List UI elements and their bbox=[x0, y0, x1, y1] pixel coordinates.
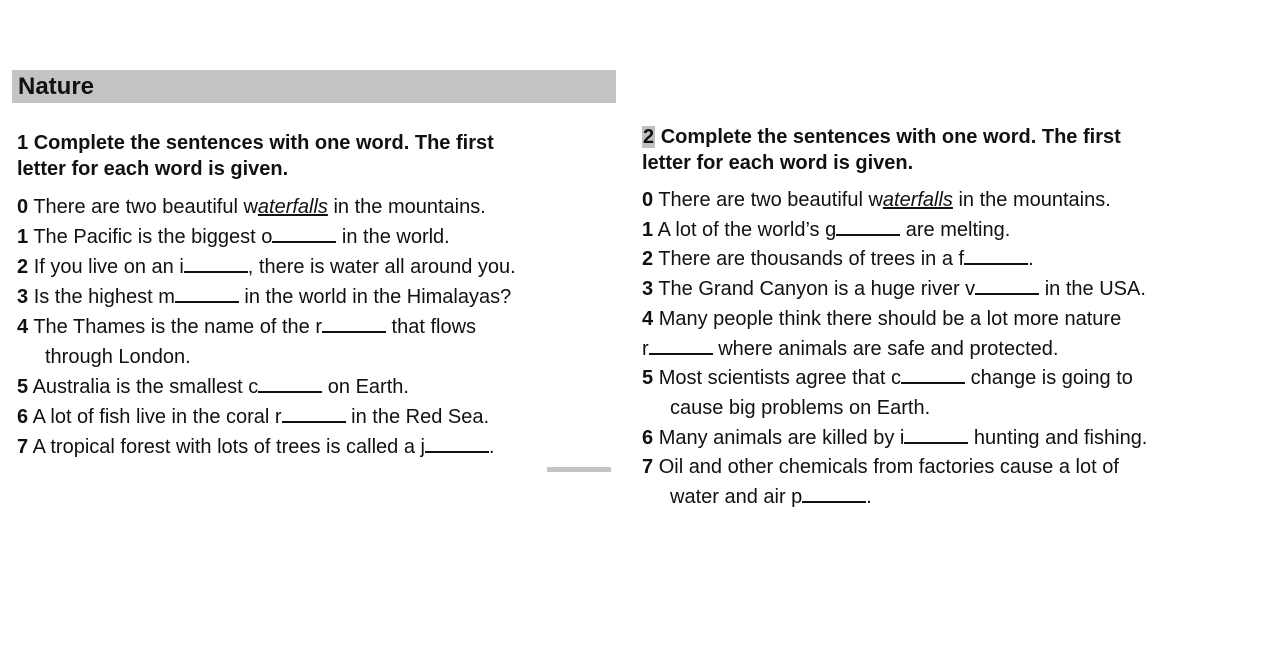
title-bar bbox=[12, 70, 616, 103]
item-number: 0 bbox=[642, 189, 654, 211]
exercise-1-heading bbox=[17, 130, 607, 182]
sentence-text: where animals are safe and protected. bbox=[712, 337, 1059, 360]
answer-blank[interactable] bbox=[184, 255, 248, 273]
sentence-text: There are thousands of trees in a f bbox=[658, 248, 965, 271]
item-number: 5 bbox=[17, 376, 29, 398]
sentence-text: . bbox=[488, 436, 495, 458]
exercise-number: 1 bbox=[17, 132, 29, 154]
sentence-text: Many animals are killed by i bbox=[658, 426, 905, 449]
item-number: 3 bbox=[642, 278, 654, 301]
sentence-item bbox=[17, 372, 607, 402]
sentence-text: . bbox=[866, 486, 872, 509]
sentence-continuation bbox=[642, 483, 1262, 513]
answer-blank[interactable] bbox=[282, 405, 346, 423]
exercise-1 bbox=[17, 130, 607, 462]
sentence-text: There are two beautiful w bbox=[33, 196, 258, 218]
sentence-continuation bbox=[17, 342, 607, 372]
answer-blank[interactable] bbox=[258, 375, 322, 393]
sentence-text: . bbox=[1028, 248, 1034, 271]
item-number: 6 bbox=[642, 426, 654, 449]
sentence-item bbox=[17, 222, 607, 252]
sentence-text: in the world in the Himalayas? bbox=[238, 286, 512, 308]
answer-blank[interactable] bbox=[975, 277, 1039, 295]
sentence-item bbox=[642, 305, 1262, 335]
answer-blank[interactable] bbox=[904, 426, 968, 444]
example-answer: aterfalls bbox=[882, 189, 953, 211]
answer-blank[interactable] bbox=[901, 366, 965, 384]
sentence-text: There are two beautiful w bbox=[658, 189, 883, 211]
sentence-text: Australia is the smallest c bbox=[32, 376, 259, 398]
item-number: 1 bbox=[17, 226, 29, 248]
answer-blank[interactable] bbox=[175, 285, 239, 303]
sentence-text: The Pacific is the biggest o bbox=[33, 226, 273, 248]
item-number: 4 bbox=[17, 316, 29, 338]
exercise-number: 2 bbox=[643, 126, 655, 148]
sentence-item bbox=[642, 364, 1262, 394]
answer-blank[interactable] bbox=[836, 218, 900, 236]
sentence-text: that flows bbox=[386, 316, 477, 338]
sentence-text: , there is water all around you. bbox=[247, 256, 516, 278]
sentence-text: The Thames is the name of the r bbox=[33, 316, 322, 338]
sentence-continuation bbox=[642, 394, 1262, 424]
item-number: 7 bbox=[642, 456, 654, 479]
sentence-text: If you live on an i bbox=[33, 256, 184, 278]
sentence-text: hunting and fishing. bbox=[968, 426, 1148, 449]
divider-mark bbox=[547, 467, 611, 472]
answer-blank[interactable] bbox=[649, 337, 713, 355]
sentence-text: A lot of the world’s g bbox=[657, 218, 837, 241]
item-number: 2 bbox=[642, 248, 654, 271]
sentence-text: water and air p bbox=[670, 486, 803, 509]
sentence-item bbox=[642, 275, 1262, 305]
sentence-text: cause big problems on Earth. bbox=[670, 396, 931, 419]
sentence-item bbox=[17, 312, 607, 342]
sentence-item bbox=[17, 192, 607, 222]
exercise-2 bbox=[642, 124, 1262, 513]
sentence-text: through London. bbox=[45, 346, 191, 368]
sentence-text: Oil and other chemicals from factories cause a lot of bbox=[658, 456, 1119, 479]
sentence-text: Most scientists agree that c bbox=[658, 367, 902, 390]
item-number: 5 bbox=[642, 367, 654, 390]
heading-line-2: letter for each word is given. bbox=[642, 152, 914, 174]
heading-line-2: letter for each word is given. bbox=[17, 158, 289, 180]
exercise-2-heading bbox=[642, 124, 1262, 176]
sentence-item bbox=[17, 402, 607, 432]
sentence-text: in the mountains. bbox=[952, 189, 1111, 211]
answer-blank[interactable] bbox=[272, 225, 336, 243]
sentence-text: Many people think there should be a lot more nature bbox=[658, 307, 1122, 330]
sentence-text: in the mountains. bbox=[327, 196, 486, 218]
sentence-text: A lot of fish live in the coral r bbox=[32, 406, 282, 428]
sentence-text: are melting. bbox=[900, 218, 1011, 241]
item-number: 6 bbox=[17, 406, 29, 428]
sentence-text: in the world. bbox=[336, 226, 450, 248]
item-number: 4 bbox=[642, 307, 654, 330]
answer-blank[interactable] bbox=[322, 315, 386, 333]
sentence-text: on Earth. bbox=[322, 376, 409, 398]
heading-line-1: Complete the sentences with one word. The first bbox=[660, 126, 1121, 148]
item-number: 2 bbox=[17, 256, 29, 278]
sentence-text: change is going to bbox=[965, 367, 1133, 390]
sentence-item bbox=[642, 186, 1262, 216]
sentence-item bbox=[17, 252, 607, 282]
sentence-item bbox=[642, 424, 1262, 454]
sentence-text: r bbox=[642, 337, 649, 360]
sentence-text: A tropical forest with lots of trees is called a j bbox=[32, 436, 425, 458]
sentence-item bbox=[642, 216, 1262, 246]
example-answer: aterfalls bbox=[257, 196, 328, 218]
heading-line-1: Complete the sentences with one word. The first bbox=[33, 132, 494, 154]
item-number: 0 bbox=[17, 196, 29, 218]
sentence-item bbox=[17, 282, 607, 312]
page-title: Nature bbox=[18, 73, 95, 100]
answer-blank[interactable] bbox=[425, 435, 489, 453]
sentence-item bbox=[642, 453, 1262, 483]
item-number: 1 bbox=[642, 218, 654, 241]
sentence-item bbox=[642, 245, 1262, 275]
sentence-continuation bbox=[642, 335, 1262, 365]
item-number: 3 bbox=[17, 286, 29, 308]
sentence-text: in the Red Sea. bbox=[345, 406, 490, 428]
item-number: 7 bbox=[17, 436, 29, 458]
sentence-text: Is the highest m bbox=[33, 286, 175, 308]
sentence-item bbox=[17, 432, 607, 462]
answer-blank[interactable] bbox=[802, 485, 866, 503]
sentence-text: The Grand Canyon is a huge river v bbox=[658, 278, 976, 301]
sentence-text: in the USA. bbox=[1039, 278, 1146, 301]
answer-blank[interactable] bbox=[964, 247, 1028, 265]
